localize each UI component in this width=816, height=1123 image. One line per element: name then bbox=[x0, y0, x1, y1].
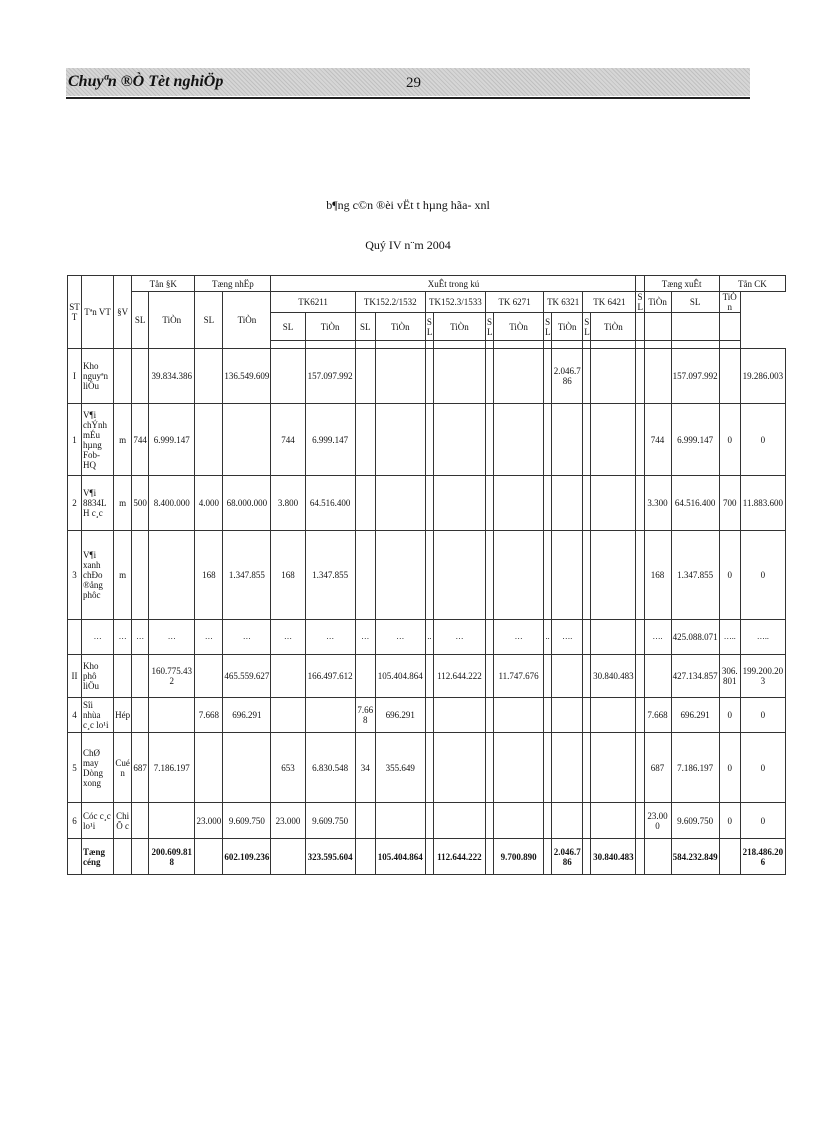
col-header-x6-sl: S L bbox=[583, 313, 591, 341]
document-title: b¶ng c©n ®èi vËt t hµng hãa- xnl bbox=[326, 198, 490, 212]
table-row: … … … … … … … … … … .. … … .. …. …. 425.088.071 ….. ….. bbox=[68, 620, 786, 655]
header-row-1 bbox=[68, 276, 786, 292]
col-header-ton-dk: Tån §K bbox=[132, 276, 195, 292]
col-header-x3-tien: TiÒn bbox=[433, 313, 485, 341]
col-header-x2-tien: TiÒn bbox=[375, 313, 425, 341]
header-row-2 bbox=[68, 292, 786, 313]
header-title: Chuyªn ®Ò Tèt nghiÖp bbox=[68, 73, 224, 90]
table-row: 3 V¶i xanh chÐo ®ång phôc m 168 1.347.855 168 1.347.855 168 1.347.855 0 0 bbox=[68, 531, 786, 620]
col-header-x3-sl: S L bbox=[425, 313, 433, 341]
col-header-x4-sl: S L bbox=[486, 313, 494, 341]
col-header-x5-sl: S L bbox=[544, 313, 552, 341]
document-subtitle: Quý IV n¨m 2004 bbox=[365, 238, 451, 252]
table-row: I Kho nguyªn liÖu 39.834.386 136.549.609 157.097.992 2.046.786 157.097.992 19.286.003 bbox=[68, 349, 786, 404]
col-header-x4-tien: TiÒn bbox=[494, 313, 544, 341]
col-header-nhap-sl: SL bbox=[195, 292, 223, 349]
col-header-blank-3 bbox=[644, 313, 671, 341]
table-row: 2 V¶i 8834LH c¸c m 500 8.400.000 4.000 68.000.000 3.800 64.516.400 3.300 64.516.400 700 11.883.600 bbox=[68, 476, 786, 531]
col-header-dk-sl: SL bbox=[132, 292, 149, 349]
col-header-name: Tªn VT bbox=[82, 276, 114, 349]
col-header-tx-sl: SL bbox=[637, 292, 643, 312]
col-header-tk152-3: TK152.3/1533 bbox=[425, 292, 485, 313]
col-header-tong-xuat: Tæng xuÊt bbox=[644, 276, 719, 292]
table-row: II Kho phô liÖu 160.775.432 465.559.627 166.497.612 105.404.864 112.644.222 11.747.676 30.840.483 427.134.857 306.801 199.200.203 bbox=[68, 655, 786, 698]
col-header-x1-tien: TiÒn bbox=[305, 313, 355, 341]
balance-table bbox=[67, 275, 786, 875]
col-header-ck-sl: SL bbox=[671, 292, 719, 313]
col-header-x6-tien: TiÒn bbox=[591, 313, 636, 341]
col-header-x2-sl: SL bbox=[355, 313, 375, 341]
table-row: 4 Sîi nhùa c¸c lo¹i Hép 7.668 696.291 7.668 696.291 7.668 696.291 0 0 bbox=[68, 698, 786, 733]
table-row: 1 V¶i chÝnh mÉu hµng Fob-HQ m 744 6.999.147 744 6.999.147 744 6.999.147 0 0 bbox=[68, 404, 786, 476]
col-header-nhap-tien: TiÒn bbox=[223, 292, 271, 349]
col-header-tx-tien: TiÒn bbox=[644, 292, 671, 313]
col-header-blank-5 bbox=[719, 313, 740, 341]
page-number: 29 bbox=[406, 75, 421, 91]
col-header-x1-sl: SL bbox=[271, 313, 305, 341]
col-header-x5-tien: TiÒn bbox=[552, 313, 583, 341]
col-header-tong-nhap: Tæng nhËp bbox=[195, 276, 271, 292]
col-header-tk6321: TK 6321 bbox=[544, 292, 583, 313]
col-header-blank-2 bbox=[636, 313, 644, 341]
col-header-unit: §V bbox=[114, 276, 132, 349]
col-header-blank-4 bbox=[671, 313, 719, 341]
col-header-xuat-trong-ky: XuÊt trong kú bbox=[271, 276, 636, 292]
table-row: 6 Cóc c¸c lo¹i ChiÕ c 23.000 9.609.750 23.000 9.609.750 23.000 9.609.750 0 0 bbox=[68, 803, 786, 839]
table-row: 5 ChØ may Dòng xong Cuén 687 7.186.197 653 6.830.548 34 355.649 687 7.186.197 0 0 bbox=[68, 733, 786, 803]
col-header-tk152-2: TK152.2/1532 bbox=[355, 292, 425, 313]
col-header-ton-ck: Tån CK bbox=[719, 276, 785, 292]
col-header-dk-tien: TiÒn bbox=[149, 292, 195, 349]
col-header-stt: ST T bbox=[68, 276, 82, 349]
total-row: Tæng céng 200.609.818 602.109.236 323.595.604 105.404.864 112.644.222 9.700.890 2.046.786 30.840.483 584.232.849 218.486.206 bbox=[68, 839, 786, 875]
col-header-tk6421: TK 6421 bbox=[583, 292, 636, 313]
col-header-ck-tien: TiÒn bbox=[719, 292, 740, 313]
col-header-blank bbox=[636, 276, 644, 292]
col-header-tk6271: TK 6271 bbox=[486, 292, 544, 313]
header-rule bbox=[66, 97, 750, 99]
col-header-tk6211: TK6211 bbox=[271, 292, 355, 313]
